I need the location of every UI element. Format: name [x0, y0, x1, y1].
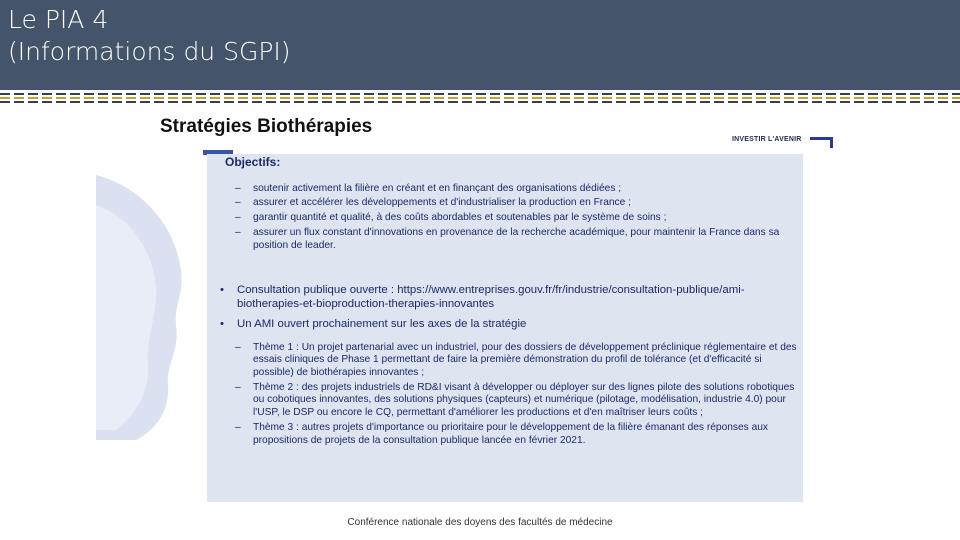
theme-item: – Thème 3 : autres projets d'importance ou prioritaire pour le développement de la filière émanant des réponses aux propositions de projets de la consultation publique lancée en février 2021.: [235, 421, 769, 446]
header-bar: [0, 0, 960, 90]
theme-item: – Thème 1 : Un projet partenarial avec un industriel, pour des dossiers de développement préclinique réglementaire et des essais cliniques de Phase 1 permettant de faire la première démonstration du profil de tolérance (et d'efficacité si possible) de biothérapies innovantes ;: [235, 341, 797, 379]
footer-text: Conférence nationale des doyens des facultés de médecine: [347, 517, 613, 528]
dashed-divider: [0, 92, 960, 106]
consultation-text: Consultation publique ouverte : https://www.entreprises.gouv.fr/fr/industrie/consultation-publique/ami-biotherapies-et-bioproduction-therapies-innovantes: [237, 284, 745, 311]
content-box: [207, 154, 803, 502]
theme-text: Thème 3 : autres projets d'importance ou prioritaire pour le développement de la filière émanant des réponses aux propositions de projets de la consultation publique lancée en février 2021.: [253, 421, 769, 446]
marianne-silhouette-icon: [96, 175, 186, 440]
objectifs-heading: Objectifs:: [225, 155, 281, 169]
themes-list: [217, 342, 799, 448]
objectif-item: – garantir quantité et qualité, à des coûts abordables et soutenables par le système de soins ;: [235, 212, 667, 224]
theme-text: Thème 1 : Un projet partenarial avec un industriel, pour des dossiers de développement préclinique réglementaire et des essais cliniques de Phase 1 permettant de faire la première démonstration du profil de tolérance (et d'efficacité si possible) de biothérapies innovantes ;: [253, 341, 797, 379]
objectif-text: soutenir activement la filière en créant et en finançant des organisations dédiées ;: [253, 182, 622, 194]
logo-text: INVESTIR L'AVENIR: [732, 136, 802, 143]
investir-avenir-logo: [732, 136, 834, 150]
consultation-bullet: • Consultation publique ouverte : https://www.entreprises.gouv.fr/fr/industrie/consultation-publique/ami-biotherapies-et-bioproduction-therapies-innovantes: [220, 284, 745, 311]
theme-text: Thème 2 : des projets industriels de RD&I visant à développer ou déployer sur des lignes pilote des solutions robotiques ou cobotiques innovantes, des solutions physiques (capteurs) et numérique (pilotage, modélisation, industrie 4.0) pour l'USP, le DSP ou encore le CQ, permettant d'améliorer les productions et d'en maîtriser leurs coûts ;: [253, 381, 795, 419]
objectif-text: assurer un flux constant d'innovations en provenance de la recherche académique, pour maintenir la France dans sa position de leader.: [253, 226, 780, 251]
document-title: Stratégies Biothérapies: [160, 116, 373, 137]
objectif-text: assurer et accélérer les développements et d'industrialiser la production en France ;: [253, 197, 631, 209]
title-line-2: (Informations du SGPI): [8, 37, 291, 66]
objectif-text: garantir quantité et qualité, à des coûts abordables et soutenables par le système de soins ;: [253, 212, 667, 224]
logo-tick: [830, 137, 833, 148]
box-content: [217, 156, 799, 449]
objectif-item: – assurer un flux constant d'innovations en provenance de la recherche académique, pour maintenir la France dans sa position de leader.: [235, 226, 780, 251]
logo-bar: [810, 137, 832, 140]
title-line-1: Le PIA 4: [8, 5, 109, 34]
ami-bullet: • Un AMI ouvert prochainement sur les axes de la stratégie: [220, 317, 527, 330]
theme-item: – Thème 2 : des projets industriels de RD&I visant à développer ou déployer sur des lignes pilote des solutions robotiques ou cobotiques innovantes, des solutions physiques (capteurs) et numérique (pilotage, modélisation, industrie 4.0) pour l'USP, le DSP ou encore le CQ, permettant d'améliorer les productions et d'en maîtriser leurs coûts ;: [235, 381, 795, 419]
objectif-item: – soutenir activement la filière en créant et en finançant des organisations dédiées ;: [235, 182, 622, 194]
dashed-divider-lines: [0, 92, 960, 106]
slide-title: [8, 4, 291, 68]
objectif-item: – assurer et accélérer les développements et d'industrialiser la production en France ;: [235, 197, 631, 209]
ami-text: Un AMI ouvert prochainement sur les axes de la stratégie: [237, 317, 527, 330]
